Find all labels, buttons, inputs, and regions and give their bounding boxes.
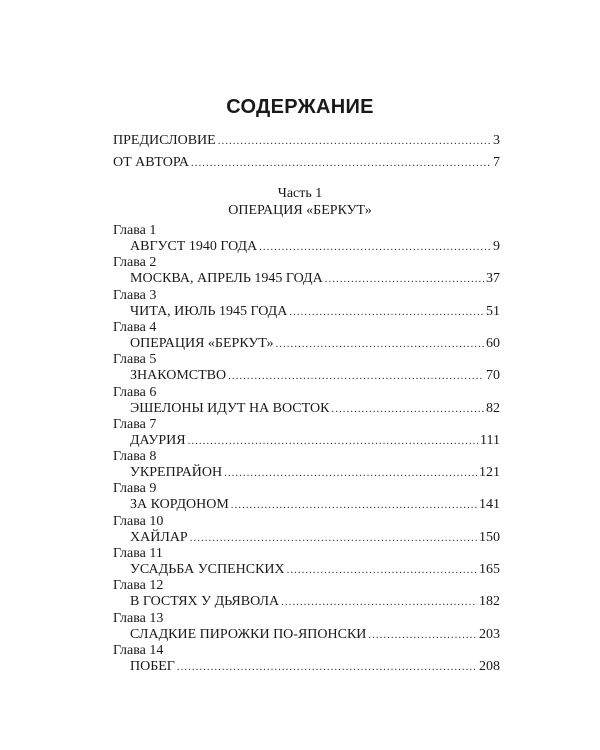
dot-leader [190,529,477,547]
toc-entry-page: 165 [479,562,500,577]
toc-entry-page: 7 [493,155,500,170]
chapter-number: Глава 2 [113,255,157,271]
toc-entry-label: МОСКВА, АПРЕЛЬ 1945 ГОДА [130,271,323,287]
toc-entry-chapter[interactable] [130,400,500,418]
dot-leader [191,154,491,172]
toc-entry-page: 121 [479,465,500,481]
chapter-number: Глава 13 [113,610,164,626]
toc-entry-page: 82 [486,400,500,416]
toc-entry-chapter[interactable] [130,238,500,256]
toc-entry-page: 141 [479,497,500,513]
toc-entry-page: 208 [479,658,500,674]
toc-entry-label: ОТ АВТОРА [113,155,190,170]
dot-leader [231,496,477,514]
toc-entry-label: СЛАДКИЕ ПИРОЖКИ ПО-ЯПОНСКИ [130,626,367,642]
dot-leader [325,270,484,288]
dot-leader [281,593,477,611]
toc-entry-label: АВГУСТ 1940 ГОДА [130,239,258,254]
toc-entry-chapter[interactable] [130,270,500,288]
toc-entry-page: 51 [486,303,500,319]
dot-leader [259,238,491,256]
toc-entry-chapter[interactable] [130,561,500,579]
toc-entry-chapter[interactable] [130,464,500,482]
toc-entry-page: 111 [480,432,500,448]
toc-entry-label: В ГОСТЯХ У ДЬЯВОЛА [130,594,280,610]
toc-entry-label: ЧИТА, ИЮЛЬ 1945 ГОДА [130,303,288,319]
toc-entry-chapter[interactable] [130,303,500,321]
chapter-number: Глава 14 [113,642,164,658]
dot-leader [228,367,484,385]
part-number: Часть 1 [277,186,323,201]
toc-entry-page: 70 [486,368,500,384]
toc-entry-chapter[interactable] [130,593,500,611]
toc-entry-label: ДАУРИЯ [130,432,186,448]
toc-entry-page: 203 [479,626,500,642]
toc-entry-label: ПРЕДИСЛОВИЕ [113,133,216,148]
toc-entry-chapter[interactable] [130,432,500,450]
toc-entry-chapter[interactable] [130,335,500,353]
dot-leader [289,303,484,321]
chapter-number: Глава 8 [113,449,157,465]
dot-leader [331,400,484,418]
toc-entry-chapter[interactable] [130,529,500,547]
dot-leader [188,432,478,450]
toc-entry-chapter[interactable] [130,367,500,385]
toc-entry-label: ОПЕРАЦИЯ «БЕРКУТ» [130,335,274,351]
chapter-number: Глава 10 [113,513,164,529]
toc-entry-page: 182 [479,594,500,610]
toc-entry-page: 150 [479,529,500,545]
toc-entry-chapter[interactable] [130,496,500,514]
toc-entry-chapter[interactable] [130,658,500,676]
chapter-number: Глава 9 [113,481,157,497]
dot-leader [224,464,477,482]
toc-entry-page: 3 [493,133,500,148]
part-title: ОПЕРАЦИЯ «БЕРКУТ» [228,203,372,218]
toc-entry-label: ЗА КОРДОНОМ [130,497,229,513]
toc-entry-label: УКРЕПРАЙОН [130,465,223,481]
chapter-number: Глава 12 [113,578,164,594]
dot-leader [218,132,491,150]
toc-entry-label: ХАЙЛАР [130,529,188,545]
dot-leader [287,561,477,579]
toc-entry-label: ЗНАКОМСТВО [130,368,227,384]
toc-entry-page: 37 [486,271,500,287]
toc-entry-label: УСАДЬБА УСПЕНСКИХ [130,562,285,577]
toc-entry-label: ЭШЕЛОНЫ ИДУТ НА ВОСТОК [130,400,330,416]
chapter-number: Глава 7 [113,416,157,432]
chapter-number: Глава 5 [113,352,157,368]
toc-entry-page: 60 [486,335,500,351]
page-title: СОДЕРЖАНИЕ [226,96,374,118]
dot-leader [275,335,484,353]
chapter-number: Глава 4 [113,319,157,335]
toc-entry-author[interactable] [113,154,500,172]
toc-entry-page: 9 [493,239,500,254]
chapter-number: Глава 3 [113,287,157,303]
dot-leader [177,658,477,676]
dot-leader [368,626,477,644]
chapter-number: Глава 6 [113,384,157,400]
toc-entry-chapter[interactable] [130,626,500,644]
toc-entry-label: ПОБЕГ [130,658,175,674]
chapter-number: Глава 1 [113,223,157,238]
toc-entry-preface[interactable] [113,132,500,150]
chapter-number: Глава 11 [113,546,163,561]
